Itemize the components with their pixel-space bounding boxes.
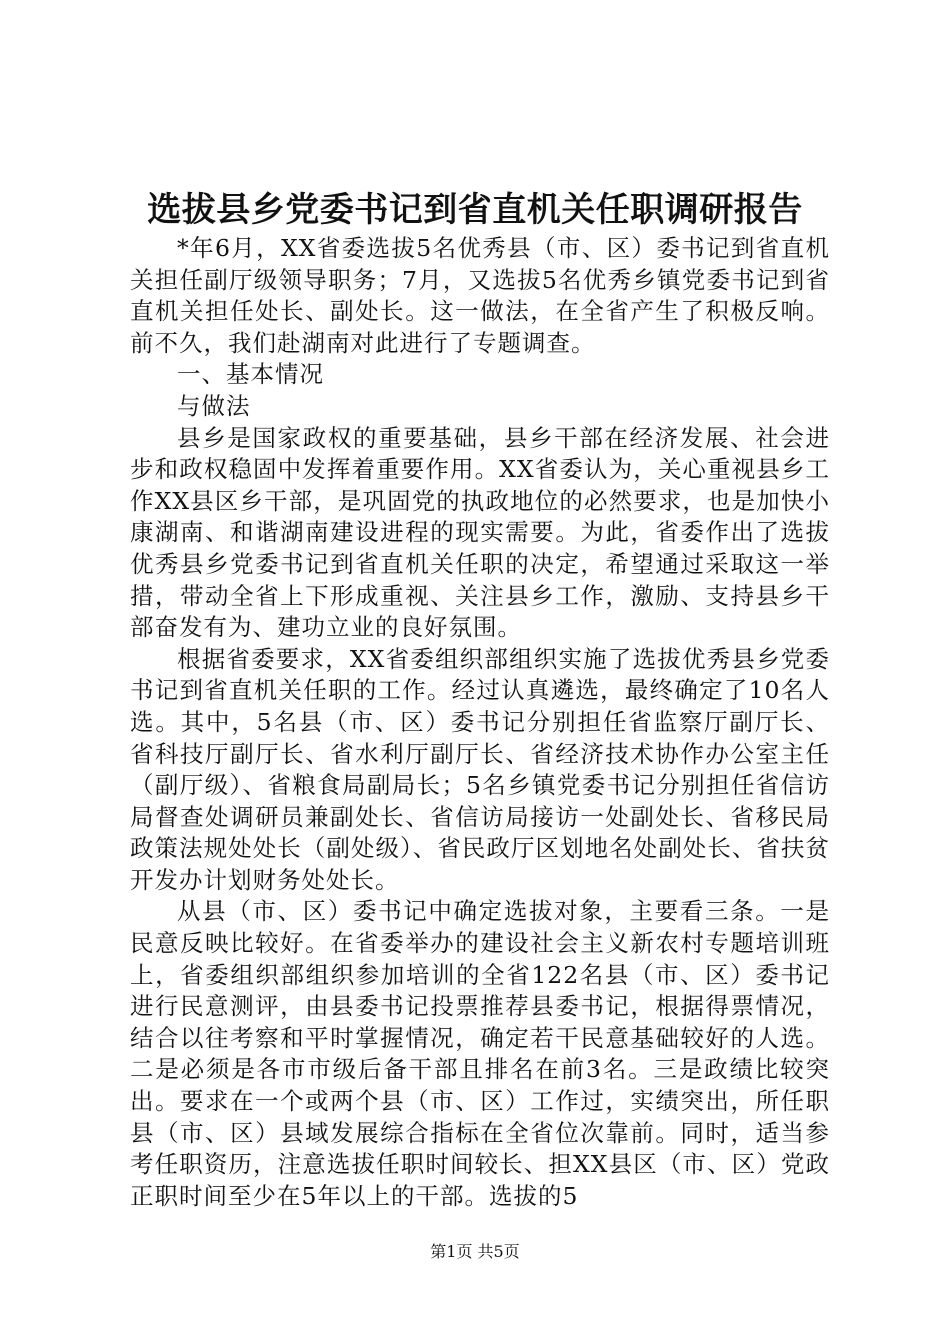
paragraph-implementation: 根据省委要求，XX省委组织部组织实施了选拔优秀县乡党委书记到省直机关任职的工作。经过认真遴选，最终确定了10名人选。其中，5名县（市、区）委书记分别担任省监察厅副厅长、省科技厅副厅长、省水利厅副厅长、省经济技术协作办公室主任（副厅级）、省粮食局副局长；5名乡镇党委书记分别担任省信访局督查处调研员兼副处长、省信访局接访一处副处长、省移民局政策法规处处长（副处级）、省民政厅区划地名处副处长、省扶贫开发办计划财务处处长。 (130, 644, 830, 894)
page-footer: 第1页 共5页 (430, 1242, 520, 1261)
document-title: 选拔县乡党委书记到省直机关任职调研报告 (147, 190, 803, 230)
paragraph-intro: *年6月，XX省委选拔5名优秀县（市、区）委书记到省直机关担任副厅级领导职务；7月，又选拔5名优秀乡镇党委书记到省直机关担任处长、副处长。这一做法，在全省产生了积极反响。前不久，我们赴湖南对此进行了专题调查。 (130, 234, 830, 357)
paragraph-criteria: 从县（市、区）委书记中确定选拔对象，主要看三条。一是民意反映比较好。在省委举办的建设社会主义新农村专题培训班上，省委组织部组织参加培训的全省122名县（市、区）委书记进行民意测评，由县委书记投票推荐县委书记，根据得票情况，结合以往考察和平时掌握情况，确定若干民意基础较好的人选。二是必须是各市市级后备干部且排名在前3名。三是政绩比较突出。要求在一个或两个县（市、区）工作过，实绩突出，所任职县（市、区）县域发展综合指标在全省位次靠前。同时，适当参考任职资历，注意选拔任职时间较长、担XX县区（市、区）党政正职时间至少在5年以上的干部。选拔的5 (130, 897, 830, 1210)
section-heading: 一、基本情况 (177, 360, 324, 389)
document-body (130, 233, 830, 1212)
section-heading-continued: 与做法 (177, 391, 251, 420)
paragraph-background: 县乡是国家政权的重要基础，县乡干部在经济发展、社会进步和政权稳固中发挥着重要作用。XX省委认为，关心重视县乡工作XX县区乡干部，是巩固党的执政地位的必然要求，也是加快小康湖南、和谐湖南建设进程的现实需要。为此，省委作出了选拔优秀县乡党委书记到省直机关任职的决定，希望通过采取这一举措，带动全省上下形成重视、关注县乡工作，激励、支持县乡干部奋发有为、建功立业的良好氛围。 (130, 423, 830, 642)
